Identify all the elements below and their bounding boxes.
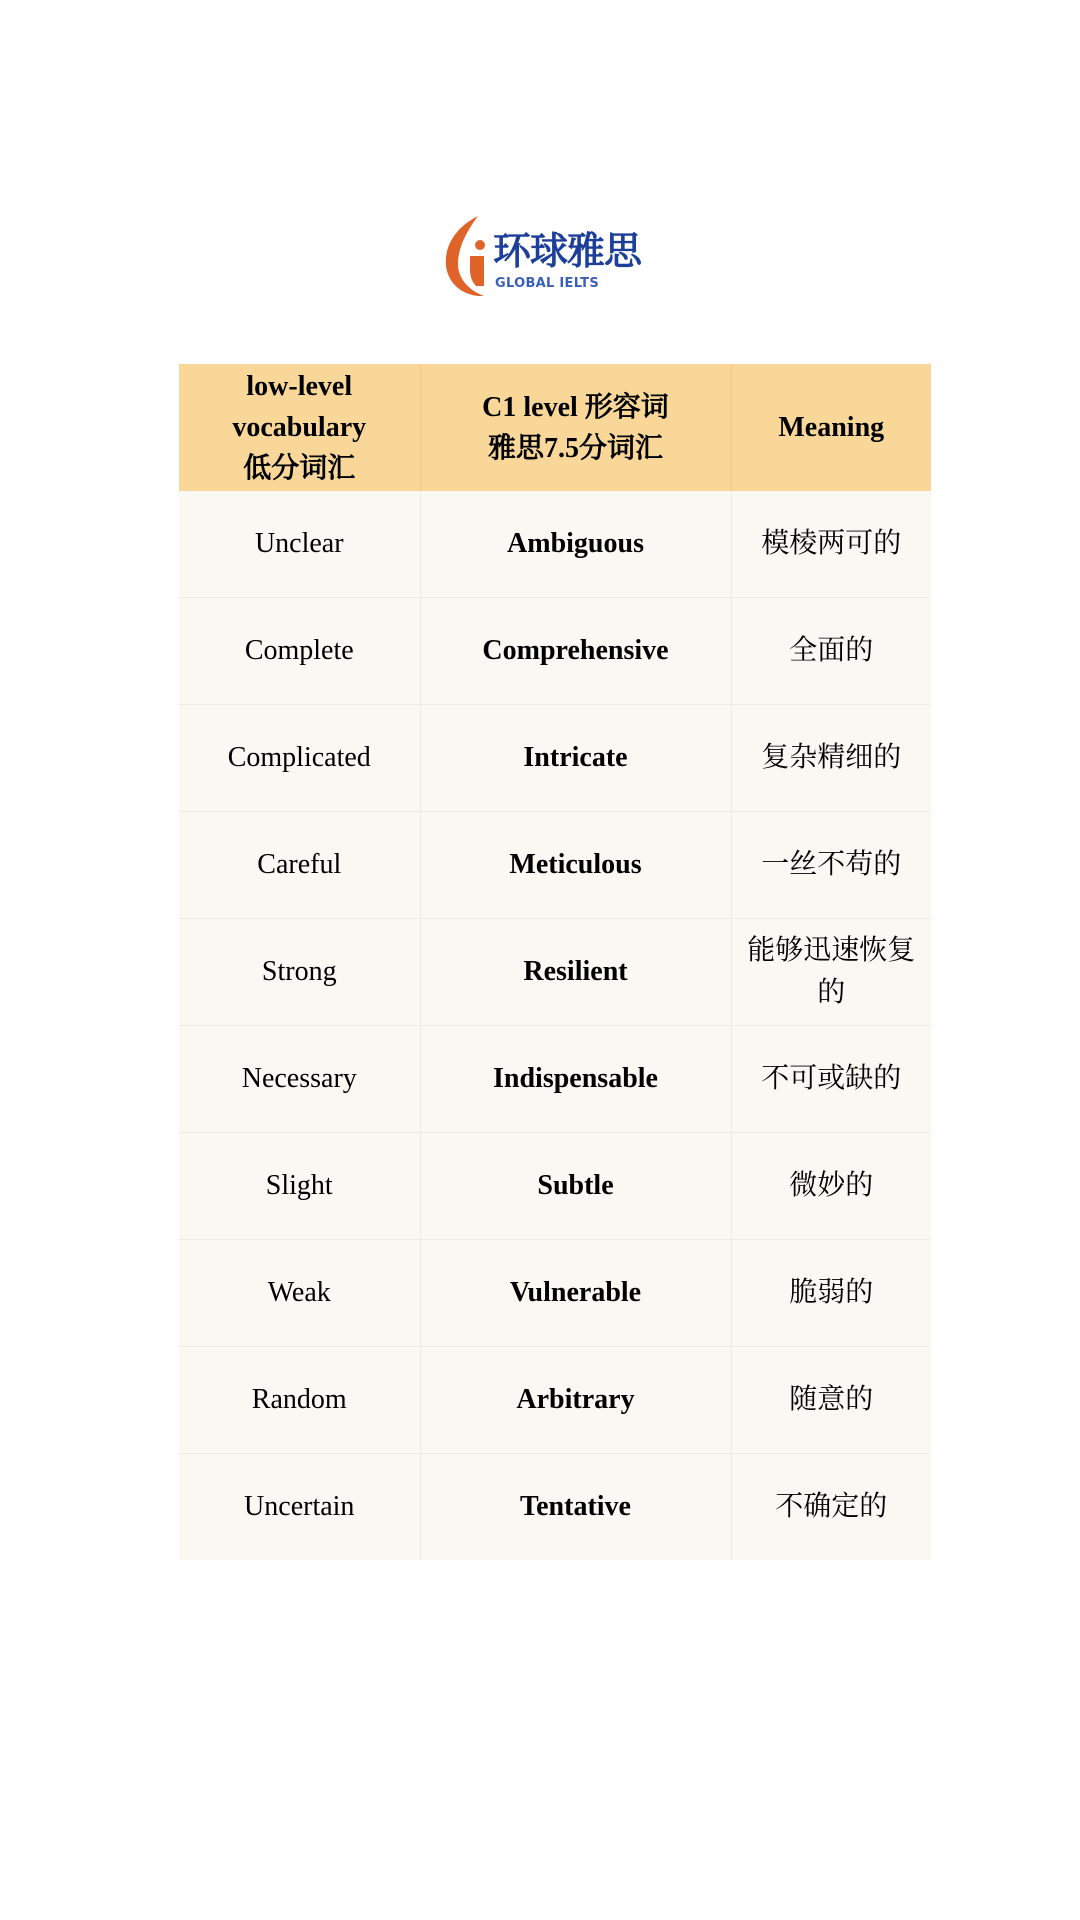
meaning-text: 一丝不苟的 [731,812,931,919]
table-row [179,1240,931,1347]
low-level-word: Careful [179,812,420,919]
global-ielts-logo-icon [440,212,492,302]
meaning-text: 复杂精细的 [731,705,931,812]
low-level-word: Strong [179,919,420,1026]
table-row [179,812,931,919]
c1-level-word: Comprehensive [420,598,731,705]
low-level-word: Complicated [179,705,420,812]
c1-level-word: Resilient [420,919,731,1026]
low-level-word: Random [179,1347,420,1454]
meaning-text: 随意的 [731,1347,931,1454]
meaning-text: 模棱两可的 [731,491,931,598]
c1-level-word: Meticulous [420,812,731,919]
table-row [179,1026,931,1133]
low-level-word: Necessary [179,1026,420,1133]
header-line: 雅思7.5分词汇 [487,432,663,464]
vocabulary-table [179,364,931,1560]
table-row [179,1454,931,1561]
meaning-text: 微妙的 [731,1133,931,1240]
header-line: vocabulary [232,412,367,443]
table-row [179,705,931,812]
logo-chinese-name: 环球雅思 [493,229,642,273]
meaning-text: 脆弱的 [731,1240,931,1347]
low-level-word: Complete [179,598,420,705]
c1-level-word: Vulnerable [420,1240,731,1347]
header-line: low-level [246,371,353,402]
low-level-word: Weak [179,1240,420,1347]
low-level-word: Slight [179,1133,420,1240]
table-row [179,1133,931,1240]
header-low-level-vocabulary [179,364,420,491]
meaning-text: 不可或缺的 [731,1026,931,1133]
table-row [179,1347,931,1454]
c1-level-word: Intricate [420,705,731,812]
header-line: C1 level 形容词 [482,391,669,423]
header-line: 低分词汇 [243,453,356,484]
c1-level-word: Ambiguous [420,491,731,598]
c1-level-word: Arbitrary [420,1347,731,1454]
header-meaning: Meaning [731,364,931,491]
header-c1-level-vocabulary [420,364,731,491]
c1-level-word: Indispensable [420,1026,731,1133]
meaning-text: 不确定的 [731,1454,931,1561]
c1-level-word: Tentative [420,1454,731,1561]
global-ielts-logo [440,212,640,302]
meaning-text: 全面的 [731,598,931,705]
low-level-word: Uncertain [179,1454,420,1561]
table-row [179,491,931,598]
low-level-word: Unclear [179,491,420,598]
table-row [179,598,931,705]
c1-level-word: Subtle [420,1133,731,1240]
table-header-row [179,364,931,491]
table-row [179,919,931,1026]
logo-english-name: GLOBAL IELTS [495,276,600,291]
meaning-text: 能够迅速恢复的 [731,919,931,1026]
